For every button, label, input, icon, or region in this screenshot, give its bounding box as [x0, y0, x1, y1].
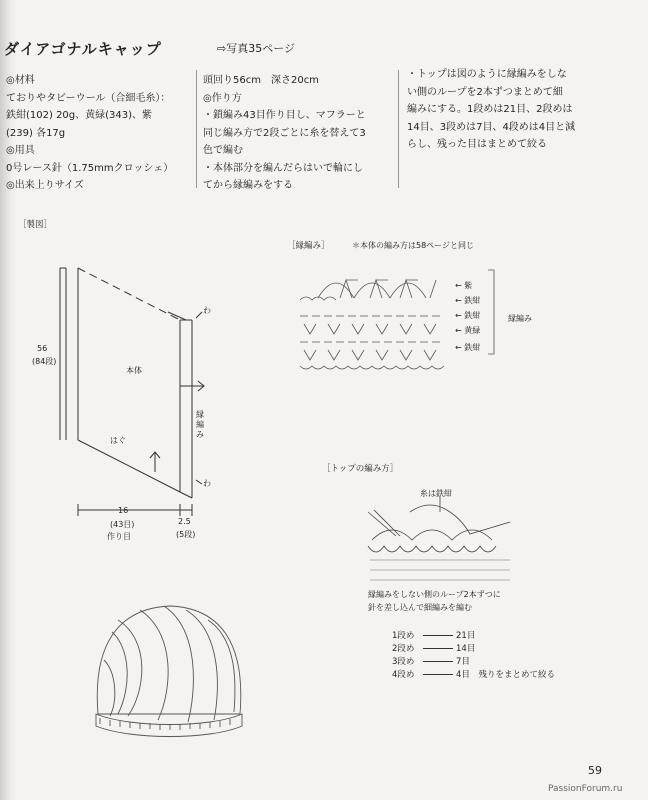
edging-color-arrow: ← 鉄紺 — [455, 343, 481, 352]
pattern-width-stitches: (43目) — [110, 520, 135, 529]
materials-line: ◎出来上りサイズ — [6, 180, 84, 191]
top-notes-line: ・トップは図のように縁編みをしな — [407, 69, 567, 80]
materials-line: (239) 各17g — [6, 127, 66, 139]
decrease-row: 3段め 7目 — [392, 657, 470, 667]
materials-line: ◎用具 — [6, 145, 35, 156]
top-method-label: ［トップの編み方］ — [322, 464, 399, 474]
decrease-row: 2段め 14目 — [392, 644, 476, 654]
pattern-wa-bottom: わ — [203, 479, 211, 488]
top-method-caption: 針を差し込んで細編みを編む — [368, 603, 472, 612]
edging-color-arrow: ← 紫 — [455, 281, 473, 290]
materials-line: ておりやタビーウール（合細毛糸）： — [6, 92, 171, 104]
pattern-seam-label: はぐ — [110, 436, 126, 445]
top-method-yarn-note: 糸は鉄紺 — [420, 489, 452, 498]
top-notes-line: い側のループを2本ずつまとめて細 — [407, 86, 563, 98]
pattern-edge-label: 縁編み — [196, 410, 204, 439]
decrease-rows — [392, 630, 555, 682]
edging-label: ［縁編み］ — [287, 241, 330, 251]
instructions-line: てから縁編みをする — [203, 180, 293, 191]
photo-reference: ⇨写真35ページ — [217, 42, 295, 55]
materials-line: 0号レース針（1.75mmクロッシェ） — [6, 162, 174, 174]
pattern-body-label: 本体 — [126, 366, 142, 375]
edging-note: ＊本体の編み方は58ページと同じ — [352, 241, 475, 250]
edging-color-arrow: ← 鉄紺 — [455, 296, 481, 305]
page-number: 59 — [588, 764, 602, 777]
instructions-line: 頭回り56cm 深さ20cm — [203, 75, 319, 86]
materials-line: ◎材料 — [6, 75, 35, 86]
instructions-line: 同じ編み方で2段ごとに糸を替えて3 — [203, 127, 366, 139]
top-notes-line: らし、残った目はまとめて絞る — [407, 139, 547, 150]
instructions-line: 色で編む — [203, 145, 243, 156]
pattern-edge-width-rows: (5段) — [176, 530, 196, 539]
pattern-height-cm: 56 — [37, 344, 48, 353]
edging-color-arrow: ← 鉄紺 — [455, 311, 481, 320]
watermark: PassionForum.ru — [548, 784, 623, 794]
top-notes-line: 14目、3段めは7目、4段めは4目と減 — [407, 121, 576, 133]
pattern-edge-width-cm: 2.5 — [178, 517, 191, 526]
decrease-row: 1段め 21目 — [392, 631, 476, 641]
pattern-height-rows: (84段) — [32, 357, 57, 366]
instructions-line: ・鎖編み43目作り目し、マフラーと — [203, 110, 366, 121]
instructions-line: ◎作り方 — [203, 92, 242, 104]
pattern-label: ［製図］ — [18, 220, 53, 230]
top-notes-line: 編みにする。1段めは21目、2段めは — [407, 104, 573, 115]
pattern-width-note: 作り目 — [107, 532, 131, 541]
edging-side-label: 縁編み — [508, 314, 532, 323]
decrease-row: 4段め 4目 残りをまとめて絞る — [392, 670, 555, 680]
pattern-outline — [60, 268, 204, 516]
page-title: ダイアゴナルキャップ — [4, 40, 162, 58]
edging-color-arrow: ← 黄緑 — [455, 326, 481, 335]
materials-line: 鉄紺(102) 20g、黄緑(343)、紫 — [6, 110, 153, 121]
instructions-line: ・本体部分を編んだらはいで輪にし — [203, 162, 363, 174]
pattern-width-cm: 16 — [118, 506, 129, 515]
top-method-caption: 縁編みをしない側のループ2本ずつに — [368, 590, 501, 599]
top-method-illustration — [368, 496, 510, 580]
pattern-wa-top: わ — [203, 306, 211, 315]
hat-illustration — [96, 606, 242, 737]
